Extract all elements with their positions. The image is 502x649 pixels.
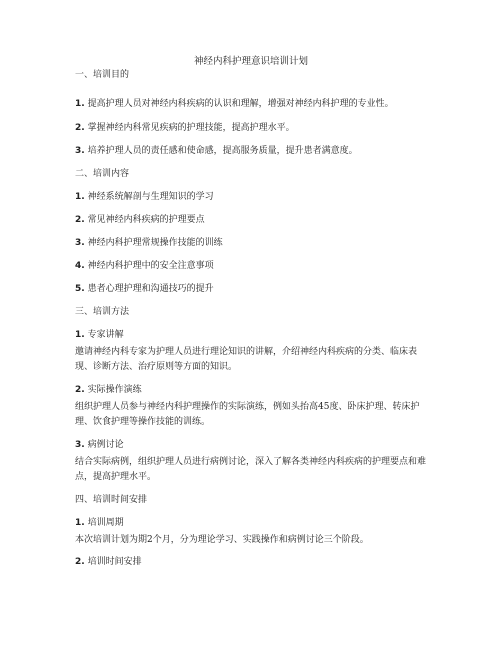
item-number: 2. — [75, 215, 85, 225]
list-item — [75, 145, 435, 157]
method-title — [75, 329, 435, 341]
item-text: 提高护理人员对神经内科疾病的认识和理解，增强对神经内科护理的专业性。 — [87, 99, 394, 109]
item-text: 患者心理护理和沟通技巧的提升 — [87, 284, 214, 294]
list-item — [75, 260, 435, 272]
document-title: 神经内科护理意识培训计划 — [193, 56, 308, 67]
item-number: 3. — [75, 146, 85, 156]
item-number: 2. — [75, 385, 85, 395]
list-item — [75, 283, 435, 295]
item-text: 实际操作演练 — [87, 385, 142, 395]
method-body: 邀请神经内科专家为护理人员进行理论知识的讲解，介绍神经内科疾病的分类、临床表现、诊断方法、治疗原则等方面的知识。 — [75, 347, 418, 372]
method-title — [75, 439, 435, 451]
item-number: 2. — [75, 557, 85, 567]
method-title — [75, 384, 435, 396]
list-item — [75, 191, 435, 203]
item-number: 4. — [75, 261, 85, 271]
list-item — [75, 98, 435, 110]
item-number: 2. — [75, 123, 85, 133]
subsection-title — [75, 517, 435, 529]
subsection-title — [75, 556, 435, 568]
section-heading-content: 二、培训内容 — [75, 169, 130, 179]
list-item — [75, 122, 435, 134]
item-number: 1. — [75, 192, 85, 202]
item-number: 5. — [75, 284, 85, 294]
item-text: 神经内科护理常规操作技能的训练 — [87, 238, 223, 248]
list-item — [75, 237, 435, 249]
item-number: 3. — [75, 238, 85, 248]
section-heading-methods: 三、培训方法 — [75, 307, 130, 317]
item-text: 常见神经内科疾病的护理要点 — [87, 215, 205, 225]
item-number: 1. — [75, 518, 85, 528]
item-text: 培训周期 — [87, 518, 124, 528]
subsection-body: 本次培训计划为期2个月，分为理论学习、实践操作和病例讨论三个阶段。 — [75, 535, 369, 545]
method-body: 结合实际病例，组织护理人员进行病例讨论，深入了解各类神经内科疾病的护理要点和难点，提高护理水平。 — [75, 457, 427, 482]
item-text: 神经系统解剖与生理知识的学习 — [87, 192, 214, 202]
list-item — [75, 214, 435, 226]
section-heading-schedule: 四、培训时间安排 — [75, 495, 148, 505]
item-number: 1. — [75, 99, 85, 109]
item-text: 培养护理人员的责任感和使命感，提高服务质量，提升患者满意度。 — [87, 146, 358, 156]
item-text: 神经内科护理中的安全注意事项 — [87, 261, 214, 271]
item-number: 3. — [75, 440, 85, 450]
item-number: 1. — [75, 330, 85, 340]
section-heading-purpose: 一、培训目的 — [75, 70, 130, 80]
item-text: 病例讨论 — [87, 440, 124, 450]
method-body: 组织护理人员参与神经内科护理操作的实际演练，例如头抬高45度、卧床护理、转床护理、饮食护理等操作技能的训练。 — [75, 402, 420, 427]
item-text: 专家讲解 — [87, 330, 124, 340]
item-text: 培训时间安排 — [87, 557, 142, 567]
item-text: 掌握神经内科常见疾病的护理技能，提高护理水平。 — [87, 123, 295, 133]
